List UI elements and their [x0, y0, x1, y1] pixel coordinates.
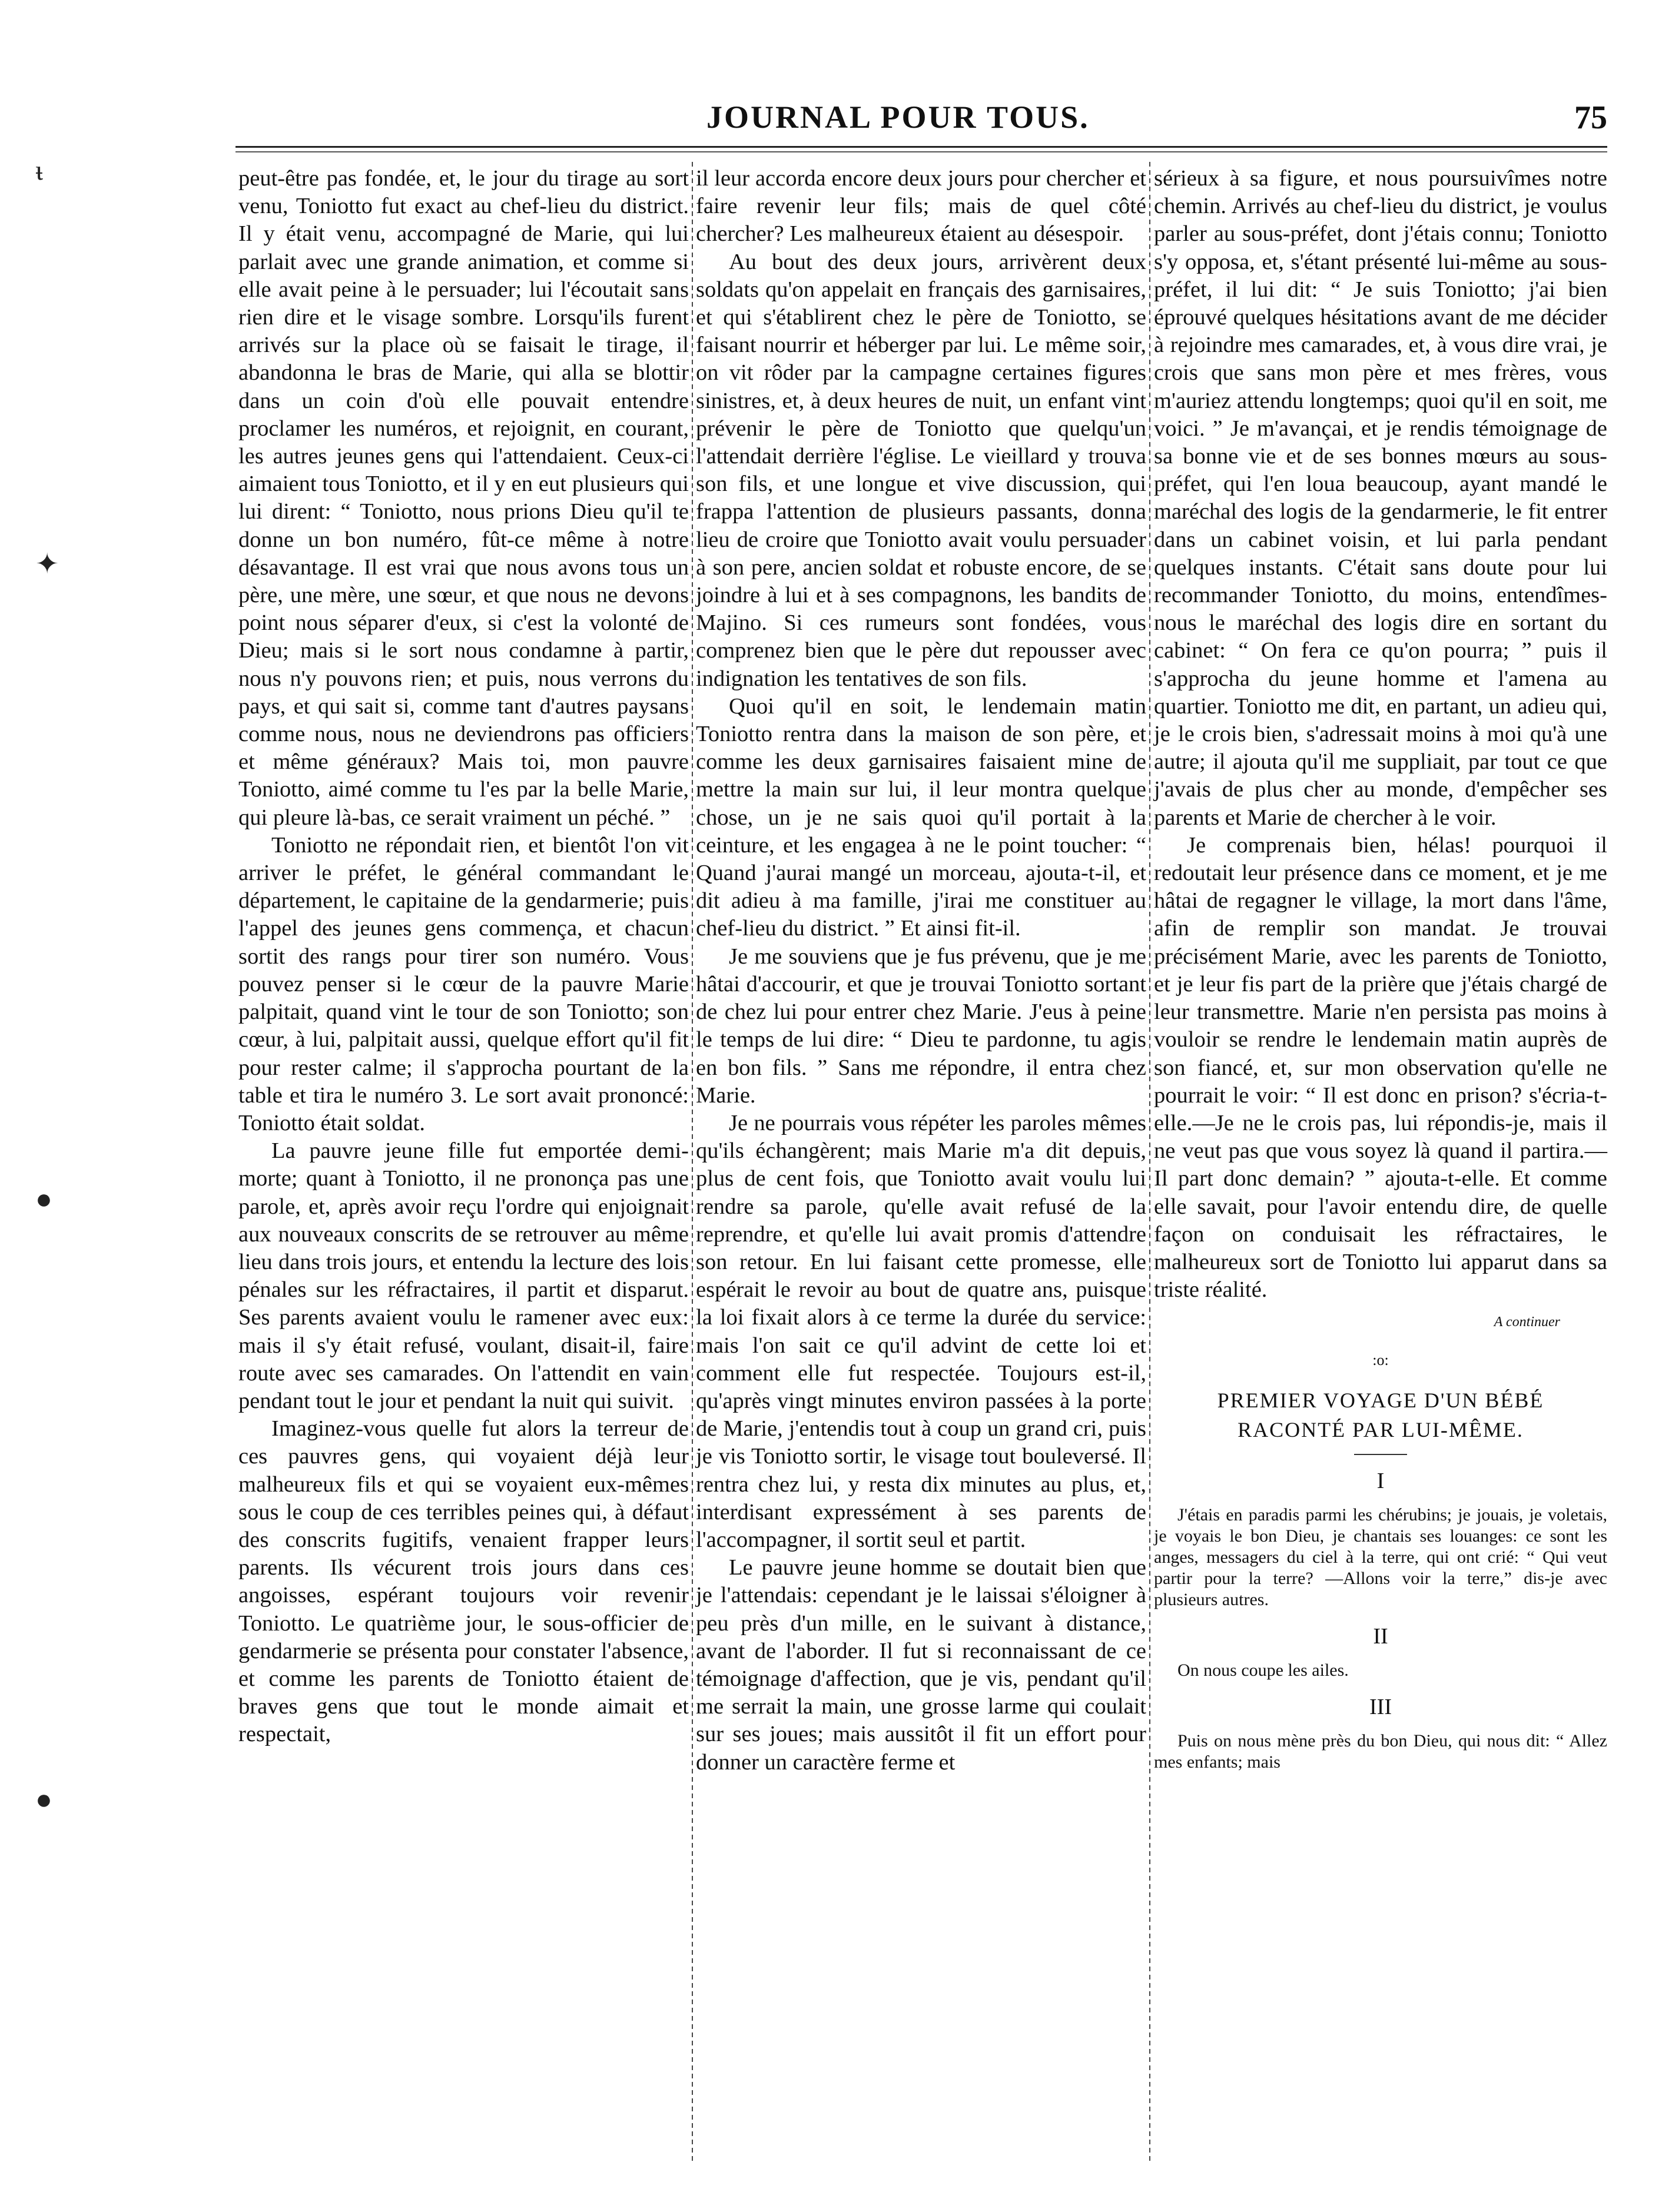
paragraph: Toniotto ne répondait rien, et bientôt l'on vit arriver le préfet, le général commandant le département, le capitaine de la gendarmerie; puis l'appel des jeunes gens commença, et chacun sortit des rangs pour tirer son numéro. Vous pouvez penser si le cœur de la pauvre Marie palpitait, quand vint le tour de son Toniotto; son cœur, à lui, palpitait aussi, quelque effort qu'il fit pour rester calme; il s'approcha pourtant de la table et tira le numéro 3. Le sort avait prononcé: Toniotto était soldat. [238, 832, 689, 1135]
paragraph: Le pauvre jeune homme se doutait bien que je l'attendais: cependant je le laissai s'éloigner à peu près d'un mille, en le suivant à distance, avant de l'aborder. Il fut si reconnaissant de ce témoignage d'affection, que je vis, pendant qu'il me serrait la main, une grosse larme qui coulait sur ses joues; mais aussitôt il fit un effort pour donner un caractère ferme et [696, 1555, 1146, 1775]
title-rule [1354, 1454, 1407, 1455]
paragraph: Au bout des deux jours, arrivèrent deux soldats qu'on appelait en français des garnisaires, et qui s'établirent chez le père de Toniotto, se faisant nourrir et héberger par lui. Le même soir, on vit rôder par la campagne certaines figures sinistres, et, à deux heures de nuit, un enfant vint prévenir le père de Toniotto que quelqu'un l'attendait derrière l'église. Le vieillard y trouva son fils, et une longue et vive discussion, qui frappa l'attention de plusieurs passants, donna lieu de croire que Toniotto avait voulu persuader à son pere, ancien soldat et robuste encore, de se joindre à lui et à ses compagnons, les bandits de Majino. Si ces rumeurs sont fondées, vous comprenez bien que le père dut repousser avec indignation les tentatives de son fils. [696, 249, 1146, 691]
header-rule [235, 146, 1607, 152]
paragraph: Quoi qu'il en soit, le lendemain matin Toniotto rentra dans la maison de son père, et comme les deux garnisaires faisaient mine de mettre la main sur lui, il leur montra quelque chose, un je ne sais quoi qu'il portait à la ceinture, et les engagea à ne le point toucher: “ Quand j'aurai mangé un morceau, ajouta-t-il, et dit adieu à ma famille, j'irai me constituer au chef-lieu du district. ” Et ainsi fit-il. [696, 693, 1146, 941]
page-header [235, 99, 1607, 146]
column-divider [692, 162, 693, 2163]
section-text: On nous coupe les ailes. [1177, 1660, 1349, 1680]
article-title-line: PREMIER VOYAGE D'UN BÉBÉ [1217, 1388, 1544, 1412]
section-separator: :o: [1372, 1351, 1389, 1369]
paragraph: Je comprenais bien, hélas! pourquoi il redoutait leur présence dans ce moment, et je me hâtai de regagner le village, la mort dans l'âme, afin de remplir son mandat. Je trouvai précisément Marie, avec les parents de Toniotto, et je leur fis part de la prière que j'étais chargé de leur transmettre. Marie n'en persista pas moins à vouloir se rendre le lendemain matin auprès de son fiancé, et, sur mon observation qu'elle ne pourrait le voir: “ Il est donc en prison? s'écria-t-elle.—Je ne le crois pas, lui répondis-je, mais il ne veut pas que vous soyez là quand il partira.—Il part donc demain? ” ajouta-t-elle. Et comme elle savait, pour l'avoir entendu dire, de quelle façon on conduisait les réfractaires, le malheureux sort de Toniotto lui apparut dans sa triste réalité. [1154, 832, 1607, 1303]
section-text: Puis on nous mène près du bon Dieu, qui nous dit: “ Allez mes enfants; mais [1154, 1731, 1607, 1772]
section-numeral: I [1376, 1468, 1385, 1493]
paragraph: il leur accorda encore deux jours pour chercher et faire revenir leur fils; mais de quel côté chercher? Les malheureux étaient au désespoir. [696, 166, 1146, 247]
paragraph: peut-être pas fondée, et, le jour du tirage au sort venu, Toniotto fut exact au chef-lieu du district. Il y était venu, accompagné de Marie, qui lui parlait avec une grande animation, et comme si elle avait peine à le persuader; lui l'écoutait sans rien dire et le visage sombre. Lorsqu'ils furent arrivés sur la place où se faisait le tirage, il abandonna le bras de Marie, qui alla se blottir dans un coin d'où elle pouvait entendre proclamer les numéros, et rejoignit, en courant, les autres jeunes gens qui l'attendaient. Ceux-ci aimaient tous Toniotto, et il y en eut plusieurs qui lui dirent: “ Toniotto, nous prions Dieu qu'il te donne un bon numéro, fût-ce même à notre désavantage. Il est vrai que nous avons tous un père, une mère, une sœur, et que nous ne devons point nous séparer d'eux, si c'est la volonté de Dieu; mais si le sort nous condamne à partir, nous n'y pouvons rien; et puis, nous verrons du pays, et qui sait si, comme tant d'autres paysans comme nous, nous ne deviendrons pas officiers et même généraux? Mais toi, mon pauvre Toniotto, aimé comme tu l'es par la belle Marie, qui pleure là-bas, ce serait vraiment un péché. ” [238, 166, 689, 830]
paragraph: Je me souviens que je fus prévenu, que je me hâtai d'accourir, et que je trouvai Toniotto sortant de chez lui pour entrer chez Marie. J'eus à peine le temps de lui dire: “ Dieu te pardonne, tu agis en bon fils. ” Sans me répondre, il entra chez Marie. [696, 944, 1146, 1108]
margin-mark: ✦ [35, 549, 59, 580]
to-be-continued: A continuer [1494, 1314, 1560, 1330]
page-number: 75 [1574, 99, 1607, 136]
article-title-line: RACONTÉ PAR LUI-MÊME. [1238, 1417, 1524, 1442]
column-2 [696, 165, 1146, 1776]
article-body [1154, 1470, 1607, 1773]
article-title [1154, 1386, 1607, 1444]
column-1 [238, 165, 689, 1749]
section-numeral: III [1369, 1694, 1392, 1719]
column-divider [1149, 162, 1150, 2163]
paragraph: Je ne pourrais vous répéter les paroles mêmes qu'ils échangèrent; mais Marie m'a dit depuis, plus de cent fois, que Toniotto avait voulu lui rendre sa parole, qu'elle avait refusé de la reprendre, et qu'elle lui avait promis d'attendre son retour. En lui faisant cette promesse, elle espérait le revoir au bout de quatre ans, puisque la loi fixait alors à ce terme la durée du service: mais l'on sait ce qu'il advint de cette loi et comment elle fut respectée. Toujours est-il, qu'après vingt minutes environ passées à la porte de Marie, j'entendis tout à coup un grand cri, puis je vis Toniotto sortir, le visage tout bouleversé. Il rentra chez lui, y resta dix minutes au plus, et, interdisant expressément à ses parents de l'accompagner, il sortit seul et partit. [696, 1110, 1146, 1552]
section-numeral: II [1373, 1623, 1388, 1649]
column-3 [1154, 165, 1607, 1773]
section-text: J'étais en paradis parmi les chérubins; je jouais, je voletais, je voyais le bon Dieu, je chantais ses louanges: ce sont les anges, messagers du ciel à la terre, qui ont crié: “ Qui veut partir pour la terre? —Allons voir la terre,” dis-je avec plusieurs autres. [1154, 1504, 1607, 1609]
paragraph: Imaginez-vous quelle fut alors la terreur de ces pauvres gens, qui voyaient déjà leur malheureux fils et qui se voyaient eux-mêmes sous le coup de ces terribles peines qui, à défaut des conscrits fugitifs, venaient frapper leurs parents. Ils vécurent trois jours dans ces angoisses, espérant toujours voir revenir Toniotto. Le quatrième jour, le sous-officier de gendarmerie se présenta pour constater l'absence, et comme les parents de Toniotto étaient de braves gens que tout le monde aimait et respectait, [238, 1416, 689, 1747]
journal-title: JOURNAL POUR TOUS. [706, 99, 1090, 135]
margin-mark: ᵼ [35, 155, 43, 186]
margin-mark: ● [35, 1784, 52, 1815]
margin-mark: ● [35, 1184, 52, 1215]
paragraph: La pauvre jeune fille fut emportée demi-morte; quant à Toniotto, il ne prononça pas une parole, et, après avoir reçu l'ordre qui enjoignait aux nouveaux conscrits de se retrouver au même lieu dans trois jours, et entendu la lecture des lois pénales sur les réfractaires, il partit et disparut. Ses parents avaient voulu le ramener avec eux: mais il s'y était refusé, voulant, disait-il, faire route avec ses camarades. On l'attendit en vain pendant tout le jour et pendant la nuit qui suivit. [238, 1138, 689, 1413]
paragraph: sérieux à sa figure, et nous poursuivîmes notre chemin. Arrivés au chef-lieu du district, je voulus parler au sous-préfet, dont j'étais connu; Toniotto s'y opposa, et, s'étant présenté lui-même au sous-préfet, il lui dit: “ Je suis Toniotto; j'ai bien éprouvé quelques hésitations avant de me décider à rejoindre mes camarades, et, à vous dire vrai, je crois que sans mon père et mes frères, vous m'auriez attendu longtemps; quoi qu'il en soit, me voici. ” Je m'avançai, et je rendis témoignage de sa bonne vie et de ses bonnes mœurs au sous-préfet, qui l'en loua beaucoup, ayant mandé le maréchal des logis de la gendarmerie, le fit entrer dans un cabinet voisin, et lui parla pendant quelques instants. C'était sans doute pour lui recommander Toniotto, du moins, entendîmes-nous le maréchal des logis dire en sortant du cabinet: “ On fera ce qu'on pourra; ” puis il s'approcha du jeune homme et l'amena au quartier. Toniotto me dit, en partant, un adieu qui, je le crois bien, s'adressait moins à moi qu'à une autre; il ajouta qu'il me suppliait, par tout ce que j'avais de plus cher au monde, d'empêcher ses parents et Marie de chercher à le voir. [1154, 166, 1607, 830]
